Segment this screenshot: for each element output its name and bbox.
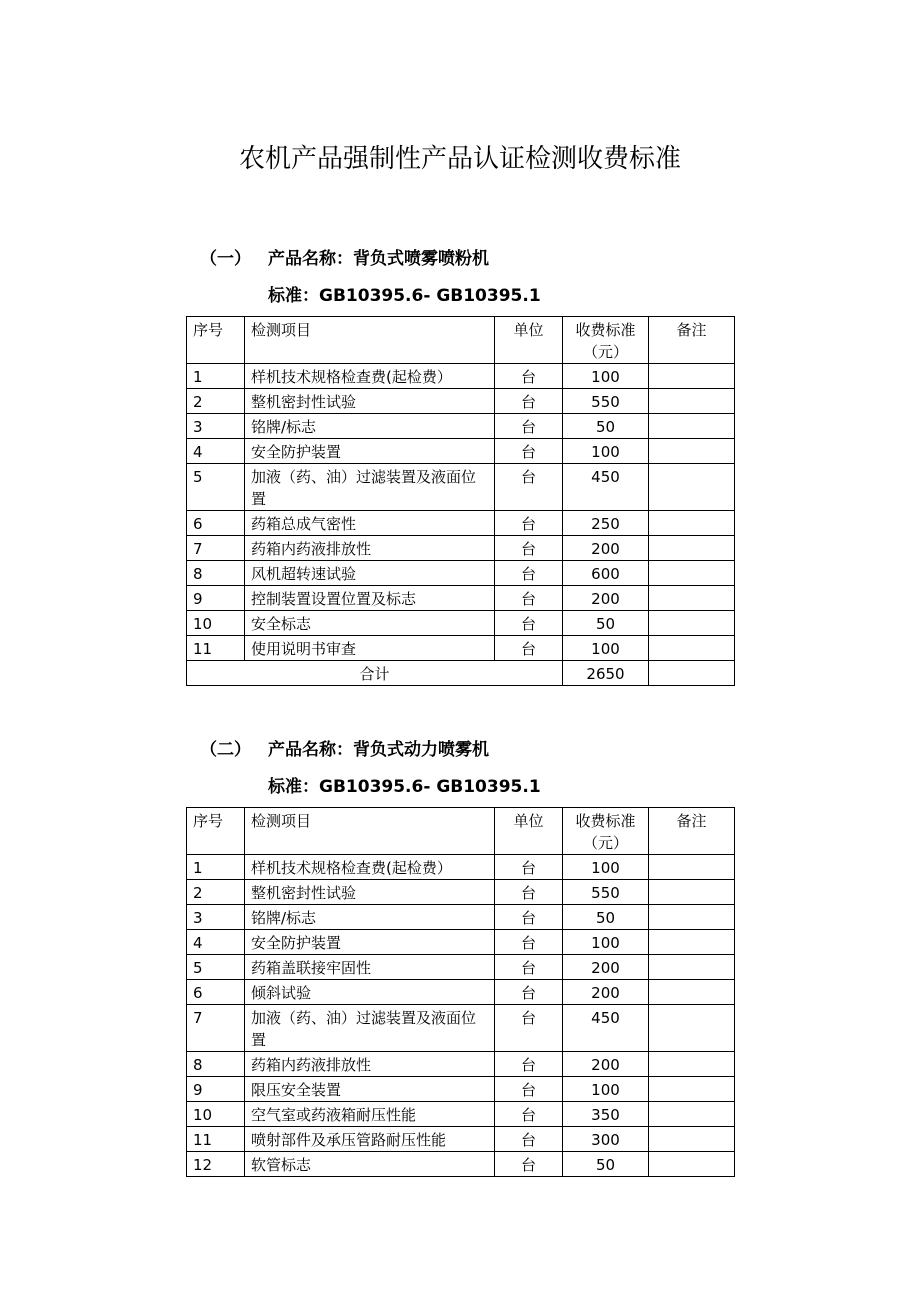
page-title: 农机产品强制性产品认证检测收费标准 [238,144,681,174]
row-unit: 台 [495,1127,563,1152]
row-fee: 50 [563,414,649,439]
table-row [187,880,735,905]
row-fee: 350 [563,1102,649,1127]
row-seq: 4 [187,930,245,955]
row-item: 喷射部件及承压管路耐压性能 [245,1127,495,1152]
row-fee: 100 [563,855,649,880]
row-unit: 台 [495,586,563,611]
row-note [649,1077,735,1102]
header-fee [563,808,649,855]
total-note [649,661,735,686]
row-unit: 台 [495,905,563,930]
section-2-number: （二） [200,740,251,760]
row-unit: 台 [495,930,563,955]
row-item: 安全防护装置 [245,930,495,955]
header-fee-line1: 收费标准 [575,812,636,830]
row-fee: 250 [563,511,649,536]
row-note [649,930,735,955]
header-note: 备注 [649,317,735,364]
row-fee: 200 [563,586,649,611]
row-note [649,1005,735,1052]
table-row [187,636,735,661]
row-note [649,955,735,980]
row-fee: 550 [563,389,649,414]
table-row [187,855,735,880]
row-seq: 5 [187,464,245,511]
row-note [649,1127,735,1152]
row-unit: 台 [495,536,563,561]
row-note [649,364,735,389]
row-fee: 100 [563,364,649,389]
row-item: 药箱内药液排放性 [245,1052,495,1077]
row-unit: 台 [495,1005,563,1052]
row-note [649,561,735,586]
row-note [649,611,735,636]
header-fee-line2: （元） [582,343,628,361]
row-note [649,855,735,880]
row-unit: 台 [495,414,563,439]
row-unit: 台 [495,1052,563,1077]
row-fee: 100 [563,1077,649,1102]
row-note [649,636,735,661]
table-row [187,1152,735,1177]
row-item: 安全标志 [245,611,495,636]
row-seq: 7 [187,1005,245,1052]
table-row [187,586,735,611]
row-seq: 6 [187,980,245,1005]
row-item: 药箱盖联接牢固性 [245,955,495,980]
header-seq: 序号 [187,808,245,855]
section-1-product: 产品名称：背负式喷雾喷粉机 [268,249,489,269]
row-seq: 12 [187,1152,245,1177]
table-row [187,439,735,464]
table-row [187,1127,735,1152]
row-fee: 600 [563,561,649,586]
row-note [649,464,735,511]
row-unit: 台 [495,1152,563,1177]
row-item: 样机技术规格检查费(起检费） [245,855,495,880]
table-row [187,980,735,1005]
row-item: 控制装置设置位置及标志 [245,586,495,611]
row-note [649,511,735,536]
row-unit: 台 [495,980,563,1005]
header-fee-line1: 收费标准 [575,321,636,339]
row-unit: 台 [495,464,563,511]
header-seq: 序号 [187,317,245,364]
row-seq: 1 [187,364,245,389]
row-seq: 9 [187,586,245,611]
table-row [187,1102,735,1127]
row-seq: 11 [187,1127,245,1152]
row-unit: 台 [495,955,563,980]
row-seq: 4 [187,439,245,464]
table-row [187,1052,735,1077]
section-2-product: 产品名称：背负式动力喷雾机 [268,740,489,760]
table-row [187,511,735,536]
header-note: 备注 [649,808,735,855]
total-label: 合计 [187,661,563,686]
row-note [649,439,735,464]
total-value: 2650 [563,661,649,686]
row-seq: 3 [187,414,245,439]
row-unit: 台 [495,880,563,905]
section-1-fee-table [186,316,735,686]
row-seq: 8 [187,1052,245,1077]
row-fee: 450 [563,1005,649,1052]
row-note [649,980,735,1005]
table-row [187,536,735,561]
header-item: 检测项目 [245,808,495,855]
row-item: 整机密封性试验 [245,880,495,905]
row-note [649,586,735,611]
table-row [187,1005,735,1052]
row-unit: 台 [495,855,563,880]
row-fee: 50 [563,1152,649,1177]
section-1-standard: 标准：GB10395.6- GB10395.1 [268,286,541,306]
section-2-fee-table [186,807,735,1177]
row-item: 药箱内药液排放性 [245,536,495,561]
row-fee: 200 [563,980,649,1005]
row-item: 加液（药、油）过滤装置及液面位置 [245,464,495,511]
row-unit: 台 [495,364,563,389]
row-fee: 450 [563,464,649,511]
row-note [649,1152,735,1177]
row-item: 铭牌/标志 [245,414,495,439]
row-seq: 7 [187,536,245,561]
section-1-number: （一） [200,249,251,269]
row-note [649,1052,735,1077]
row-fee: 100 [563,439,649,464]
row-fee: 50 [563,611,649,636]
row-seq: 9 [187,1077,245,1102]
row-item: 空气室或药液箱耐压性能 [245,1102,495,1127]
section-2-heading [200,735,489,760]
row-item: 软管标志 [245,1152,495,1177]
row-seq: 2 [187,880,245,905]
table-row [187,1077,735,1102]
header-unit: 单位 [495,808,563,855]
row-item: 整机密封性试验 [245,389,495,414]
row-seq: 11 [187,636,245,661]
table-row [187,905,735,930]
row-unit: 台 [495,561,563,586]
row-unit: 台 [495,511,563,536]
header-fee-line2: （元） [582,834,628,852]
row-note [649,414,735,439]
row-unit: 台 [495,439,563,464]
row-seq: 8 [187,561,245,586]
table-row [187,611,735,636]
table-row [187,955,735,980]
header-fee [563,317,649,364]
row-fee: 300 [563,1127,649,1152]
row-fee: 100 [563,636,649,661]
row-seq: 6 [187,511,245,536]
table-header-row [187,808,735,855]
table-row [187,464,735,511]
row-item: 铭牌/标志 [245,905,495,930]
row-fee: 550 [563,880,649,905]
row-item: 样机技术规格检查费(起检费） [245,364,495,389]
table-row [187,389,735,414]
row-item: 倾斜试验 [245,980,495,1005]
row-seq: 3 [187,905,245,930]
table-row [187,364,735,389]
table-header-row [187,317,735,364]
table-row [187,414,735,439]
total-row [187,661,735,686]
row-fee: 50 [563,905,649,930]
row-item: 风机超转速试验 [245,561,495,586]
row-note [649,389,735,414]
table-row [187,930,735,955]
row-item: 药箱总成气密性 [245,511,495,536]
row-seq: 10 [187,611,245,636]
row-seq: 5 [187,955,245,980]
header-unit: 单位 [495,317,563,364]
section-2-standard: 标准：GB10395.6- GB10395.1 [268,777,541,797]
row-item: 加液（药、油）过滤装置及液面位置 [245,1005,495,1052]
row-note [649,880,735,905]
row-unit: 台 [495,1102,563,1127]
row-note [649,905,735,930]
row-unit: 台 [495,636,563,661]
table-row [187,561,735,586]
row-item: 限压安全装置 [245,1077,495,1102]
row-fee: 100 [563,930,649,955]
row-fee: 200 [563,1052,649,1077]
row-seq: 1 [187,855,245,880]
row-note [649,536,735,561]
row-item: 安全防护装置 [245,439,495,464]
section-1-heading [200,244,489,269]
row-seq: 10 [187,1102,245,1127]
row-seq: 2 [187,389,245,414]
row-item: 使用说明书审查 [245,636,495,661]
row-unit: 台 [495,1077,563,1102]
row-unit: 台 [495,611,563,636]
row-fee: 200 [563,955,649,980]
row-note [649,1102,735,1127]
row-unit: 台 [495,389,563,414]
row-fee: 200 [563,536,649,561]
header-item: 检测项目 [245,317,495,364]
